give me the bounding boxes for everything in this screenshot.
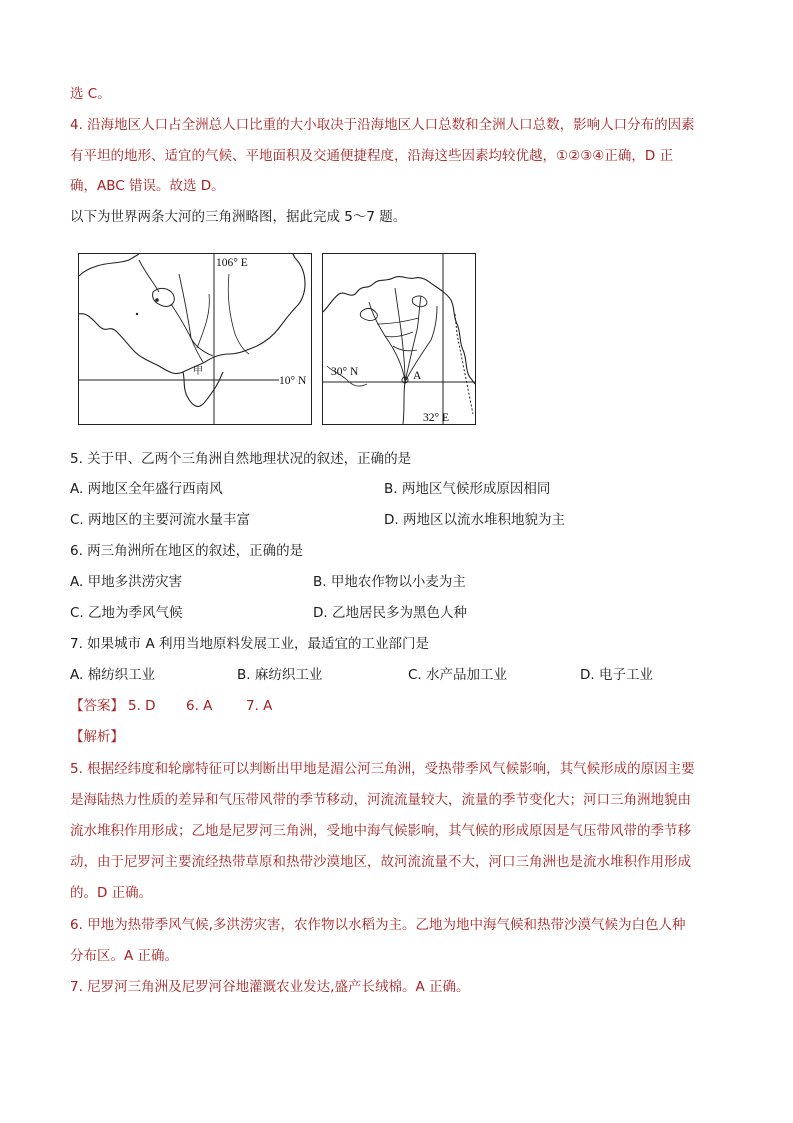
analysis-6-line: 6. 甲地为热带季风气候,多洪涝灾害，农作物以水稻为主。乙地为地中海气候和热带沙漠气候为白色人种 — [70, 917, 686, 933]
analysis-6-line: 分布区。A 正确。 — [70, 948, 179, 964]
question-5-option-b: B. 两地区气候形成原因相同 — [384, 481, 551, 497]
question-7-stem: 7. 如果城市 A 利用当地原料发展工业，最适宜的工业部门是 — [70, 636, 429, 652]
nile-delta-map — [322, 253, 476, 425]
analysis-5-line: 是海陆热力性质的差异和气压带风带的季节移动，河流流量较大，流量的季节变化大；河口三角洲地貌由 — [70, 792, 691, 808]
q4-analysis-line: 确，ABC 错误。故选 D。 — [70, 178, 225, 194]
question-6-option-d: D. 乙地居民多为黑色人种 — [313, 605, 467, 621]
question-5-option-a: A. 两地区全年盛行西南风 — [70, 481, 223, 497]
question-5-option-d: D. 两地区以流水堆积地貌为主 — [384, 512, 565, 528]
question-7-option-b: B. 麻纺织工业 — [237, 667, 323, 683]
question-7-option-a: A. 棉纺织工业 — [70, 667, 156, 683]
answer-label: 【答案】 — [70, 698, 124, 714]
analysis-5-line: 流水堆积作用形成；乙地是尼罗河三角洲，受地中海气候影响，其气候的形成原因是气压带风带的季节移 — [70, 823, 691, 839]
nile-map-drawing — [323, 254, 475, 424]
question-5-option-c: C. 两地区的主要河流水量丰富 — [70, 512, 251, 528]
question-7-option-c: C. 水产品加工业 — [408, 667, 508, 683]
question-6-option-c: C. 乙地为季风气候 — [70, 605, 183, 621]
longitude-label: 106° E — [216, 257, 248, 269]
latitude-label: 30° N — [331, 366, 359, 378]
q4-analysis-line: 有平坦的地形、适宜的气候、平地面积及交通便捷程度，沿海这些因素均较优越，①②③④正确，D 正 — [70, 148, 674, 164]
analysis-label: 【解析】 — [70, 729, 124, 745]
analysis-5-line: 的。D 正确。 — [70, 885, 153, 901]
analysis-5-line: 动，由于尼罗河主要流经热带草原和热带沙漠地区，故河流流量不大，河口三角洲也是流水堆积作用形成 — [70, 854, 691, 870]
mekong-map-drawing — [79, 254, 311, 424]
answer-7: 7. A — [246, 698, 273, 714]
answer-5: 5. D — [128, 698, 156, 714]
latitude-label: 10° N — [279, 375, 307, 387]
answer-continuation: 选 C。 — [70, 86, 111, 102]
mekong-delta-map — [78, 253, 312, 425]
question-6-option-a: A. 甲地多洪涝灾害 — [70, 574, 183, 590]
question-6-stem: 6. 两三角洲所在地区的叙述，正确的是 — [70, 543, 304, 559]
question-6-option-b: B. 甲地农作物以小麦为主 — [313, 574, 466, 590]
answer-6: 6. A — [186, 698, 213, 714]
city-label: A — [413, 370, 422, 382]
question-7-option-d: D. 电子工业 — [580, 667, 653, 683]
analysis-5-line: 5. 根据经纬度和轮廓特征可以判断出甲地是湄公河三角洲，受热带季风气候影响，其气候形成的原因主要 — [70, 761, 695, 777]
question-5-stem: 5. 关于甲、乙两个三角洲自然地理状况的叙述，正确的是 — [70, 451, 412, 467]
longitude-label: 32° E — [423, 412, 449, 424]
analysis-7-line: 7. 尼罗河三角洲及尼罗河谷地灌溉农业发达,盛产长绒棉。A 正确。 — [70, 979, 470, 995]
region-label: 甲 — [193, 366, 203, 377]
q4-analysis-line: 4. 沿海地区人口占全洲总人口比重的大小取决于沿海地区人口总数和全洲人口总数，影响人口分布的因素 — [70, 117, 695, 133]
question-intro: 以下为世界两条大河的三角洲略图，据此完成 5～7 题。 — [70, 209, 407, 225]
